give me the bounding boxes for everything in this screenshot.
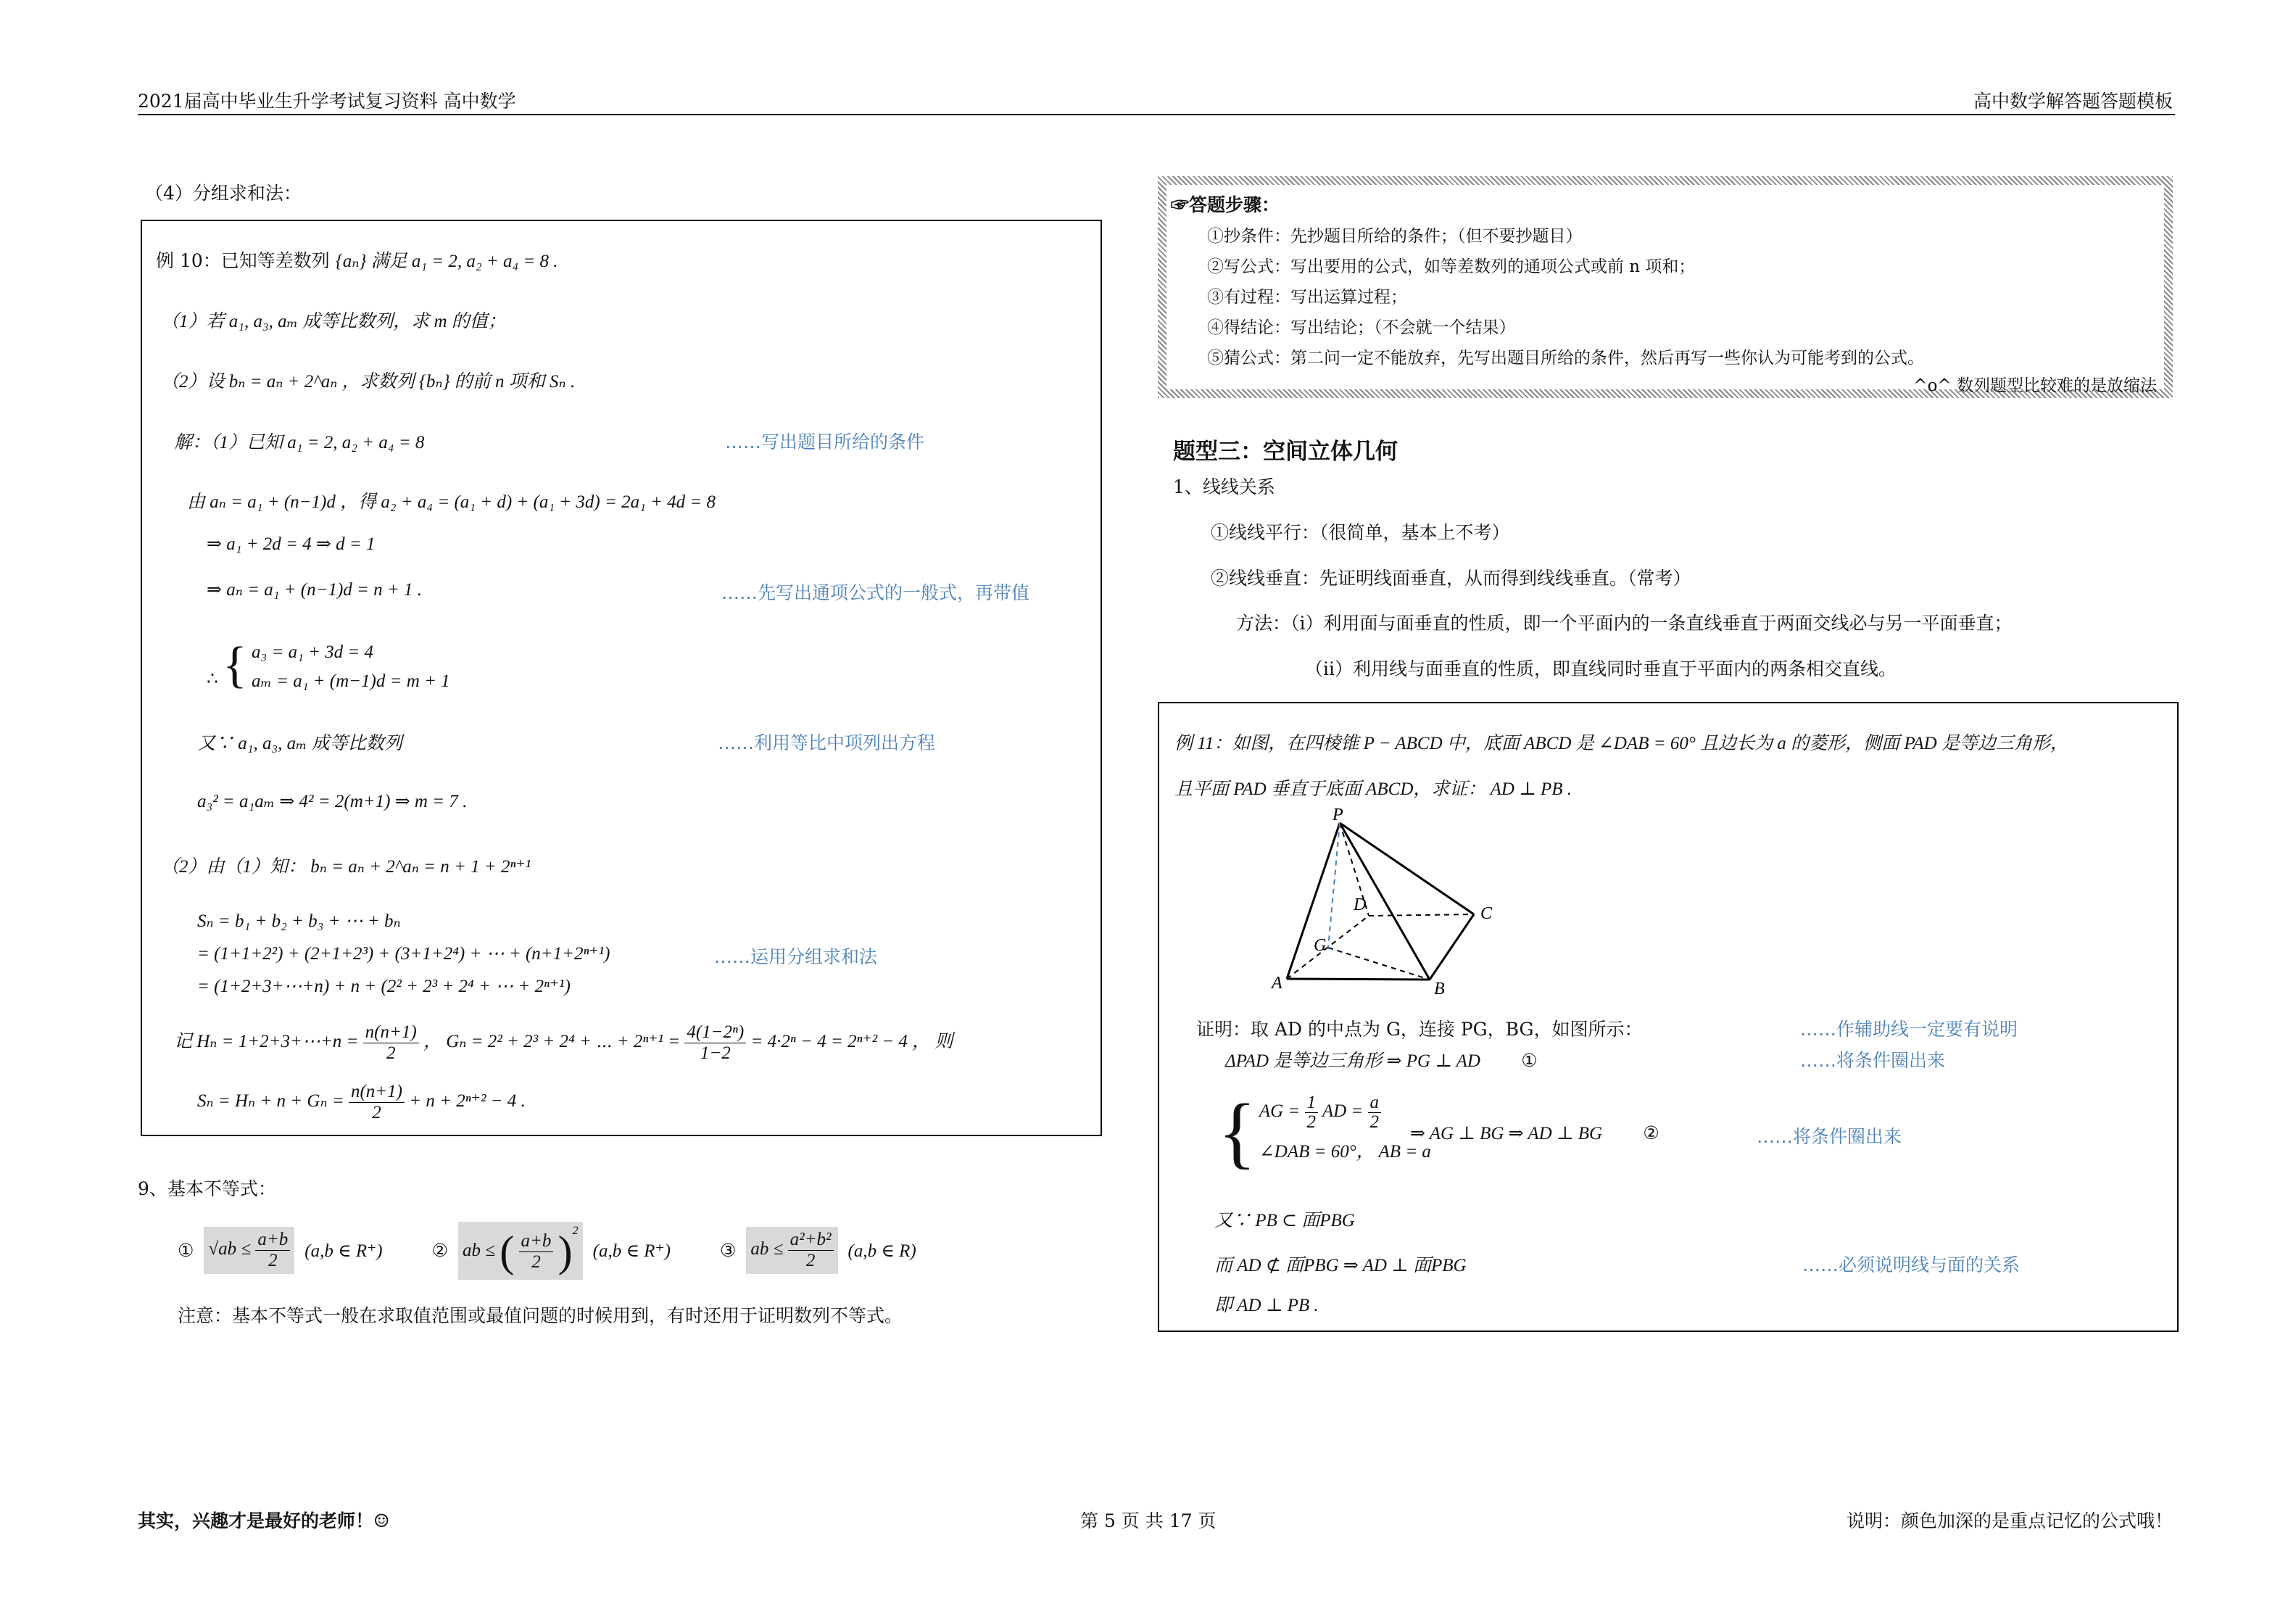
ineq-1-den: 2 <box>268 1251 278 1271</box>
ineq-2-den: 2 <box>531 1251 541 1272</box>
type3-method-2: （ii）利用线与面垂直的性质，即直线同时垂直于平面内的两条相交直线。 <box>1305 658 1897 679</box>
footer-page-number: 第 5 页 共 17 页 <box>1080 1510 1217 1531</box>
label-G: G <box>1314 936 1327 955</box>
ex11-note-4: ……必须说明线与面的关系 <box>1802 1254 2021 1275</box>
ex10-solution-11 <box>197 1082 526 1123</box>
label-C: C <box>1480 904 1493 923</box>
ex10-system <box>207 638 450 696</box>
ineq-1-num: a+b <box>255 1230 290 1251</box>
header-rule <box>138 114 2175 115</box>
ex11-note-1: ……作辅助线一定要有说明 <box>1800 1019 2018 1040</box>
label-P: P <box>1333 808 1343 824</box>
ex10-g-num: 4(1−2ⁿ) <box>684 1022 746 1043</box>
brace-icon: { <box>223 637 247 693</box>
step-item-1: ①抄条件：先抄题目所给的条件；（但不要抄题目） <box>1207 227 1583 246</box>
label-D: D <box>1354 895 1367 914</box>
step-item-4: ④得结论：写出结论；（不会就一个结果） <box>1207 318 1516 337</box>
ineq-3-fraction <box>788 1230 834 1271</box>
inequality-formulas <box>178 1222 916 1280</box>
therefore-symbol: ∴ <box>207 669 218 689</box>
ineq-1-lhs: √ab ≤ <box>208 1239 252 1259</box>
ex10-line1-cond: {aₙ} 满足 a₁ = 2, a₂ + a₄ = 8 . <box>335 252 558 271</box>
type3-point-1: ①线线平行：（很简单，基本上不考） <box>1211 522 1510 543</box>
ex10-h-den: 2 <box>386 1043 396 1063</box>
proof-system-line-a <box>1259 1091 1431 1132</box>
type3-method-1: 方法：（i）利用面与面垂直的性质，即一个平面内的一条直线垂直于两面交线必与另一平面垂直； <box>1236 613 2013 634</box>
footer-left: 其实，兴趣才是最好的老师！☺ <box>138 1510 390 1531</box>
ineq-2-marker: ② <box>431 1241 449 1261</box>
proof-line-4: 又∵ PB ⊂ 面PBG <box>1214 1211 1355 1230</box>
proof-half-num: 1 <box>1305 1093 1319 1113</box>
ex10-system-lines <box>252 638 450 696</box>
ex10-system-line-a: a₃ = a₁ + 3d = 4 <box>252 642 374 662</box>
ex10-line1-prefix: 例 10：已知等差数列 <box>156 250 330 271</box>
proof-a-half-fraction <box>1368 1093 1382 1132</box>
ineq-3-cond: (a,b ∈ R) <box>847 1241 916 1261</box>
ex10-note-1: ……写出题目所给的条件 <box>725 431 925 452</box>
answer-steps-inner <box>1166 185 2164 395</box>
label-B: B <box>1434 980 1445 997</box>
ex10-solution-2: 由 aₙ = a₁ + (n−1)d ，得 a₂ + a₄ = (a₁ + d) + (a₁ + 3d) = 2a₁ + 4d = 8 <box>187 492 716 512</box>
ineq-3-formula <box>746 1227 837 1274</box>
ineq-1-marker: ① <box>178 1241 194 1261</box>
proof-ag-prefix: AG = <box>1259 1101 1301 1121</box>
ex10-s-den: 2 <box>372 1103 381 1122</box>
ineq-2-cond: (a,b ∈ R⁺) <box>592 1241 671 1261</box>
step-item-5: ⑤猜公式：第二问一定不能放弃，先写出题目所给的条件，然后再写一些你认为可能考到的公式。 <box>1207 349 1924 368</box>
ineq-3-den: 2 <box>805 1251 816 1271</box>
ex10-s-suffix: + n + 2ⁿ⁺² − 4 . <box>409 1091 526 1112</box>
ineq-1-formula <box>204 1227 294 1274</box>
ex10-s-fraction <box>349 1082 405 1123</box>
ex11-note-2: ……将条件圈出来 <box>1800 1050 1946 1071</box>
header-left: 2021届高中毕业生升学考试复习资料 高中数学 <box>138 91 516 112</box>
header-right: 高中数学解答题答题模板 <box>1973 91 2173 112</box>
pyramid-figure <box>1261 808 1515 997</box>
inequality-note: 注意：基本不等式一般在求取值范围或最值问题的时候用到，有时还用于证明数列不等式。 <box>178 1305 903 1326</box>
proof-brace-icon: { <box>1218 1088 1256 1176</box>
ineq-2-lhs: ab ≤ <box>463 1241 496 1260</box>
ex10-solution-6: 又∵ a₁, a₃, aₘ 成等比数列 <box>197 734 402 753</box>
ex10-h-prefix: 记 Hₙ = 1+2+3+⋯+n = <box>174 1032 359 1052</box>
answer-steps-box <box>1158 176 2173 398</box>
ineq-3-marker: ③ <box>720 1241 737 1261</box>
ineq-2-formula <box>458 1222 583 1280</box>
ex10-system-line-b: aₘ = a₁ + (m−1)d = m + 1 <box>252 671 450 691</box>
ex10-question-2: （2）设 bₙ = aₙ + 2^aₙ ，求数列 {bₙ} 的前 n 项和 Sₙ . <box>161 372 576 392</box>
proof-system-lines <box>1259 1091 1431 1172</box>
ex10-s-prefix: Sₙ = Hₙ + n + Gₙ = <box>197 1091 344 1112</box>
steps-tip: ^o^ 数列题型比较难的是放缩法 <box>1913 376 2157 395</box>
type3-sub1: 1、线线关系 <box>1173 476 1275 497</box>
ex11-line1: 例 11：如图，在四棱锥 P − ABCD 中，底面 ABCD 是 ∠DAB = 60° 且边长为 a 的菱形，侧面 PAD 是等边三角形， <box>1174 734 2068 753</box>
ex10-solution-7: a₃² = a₁aₘ ⇒ 4² = 2(m+1) ⇒ m = 7 . <box>197 792 468 811</box>
right-paren-icon: ) <box>558 1227 573 1275</box>
ex10-g-fraction <box>684 1022 746 1064</box>
proof-line-2 <box>1225 1046 1538 1072</box>
ex10-solution-10 <box>174 1022 953 1064</box>
proof-line-5: 而 AD ⊄ 面PBG ⇒ AD ⊥ 面PBG <box>1214 1256 1467 1275</box>
step-item-2: ②写公式：写出要用的公式，如等差数列的通项公式或前 n 项和； <box>1207 257 1696 276</box>
proof-line-1: 证明：取 AD 的中点为 G，连接 PG，BG，如图所示： <box>1196 1019 1643 1040</box>
ex10-g-den: 1−2 <box>700 1043 731 1063</box>
ineq-3-lhs: ab ≤ <box>750 1239 784 1259</box>
ineq-1-cond: (a,b ∈ R⁺) <box>304 1241 383 1261</box>
edge-AB <box>1287 979 1430 980</box>
inequality-title: 9、基本不等式： <box>138 1178 276 1199</box>
proof-half-fraction <box>1305 1093 1319 1132</box>
type3-title: 题型三：空间立体几何 <box>1173 439 1398 465</box>
ex11-note-3: ……将条件圈出来 <box>1757 1126 1902 1147</box>
edge-DC <box>1369 914 1474 916</box>
ex10-solution-1: 解：（1）已知 a₁ = 2, a₂ + a₄ = 8 <box>174 433 425 452</box>
edge-BC <box>1430 914 1474 980</box>
ex10-sum-line-c: = (1+2+3+⋯+n) + n + (2² + 2³ + 2⁴ + ⋯ + 2ⁿ⁺¹) <box>197 977 571 996</box>
proof-ag-mid: AD = <box>1322 1101 1364 1121</box>
ex10-question-1: （1）若 a₁, a₃, aₘ 成等比数列，求 m 的值； <box>161 312 506 331</box>
proof-mark-2: ② <box>1643 1124 1659 1143</box>
proof-line-2-text: ΔPAD 是等边三角形 ⇒ PG ⊥ AD <box>1225 1051 1480 1071</box>
ex10-sum-line-a: Sₙ = b₁ + b₂ + b₃ + ⋯ + bₙ <box>197 911 401 931</box>
proof-result-text: ⇒ AG ⊥ BG ⇒ AD ⊥ BG <box>1410 1124 1603 1143</box>
ex10-s-num: n(n+1) <box>349 1082 405 1103</box>
ex10-solution-3: ⇒ a₁ + 2d = 4 ⇒ d = 1 <box>207 534 376 554</box>
ex10-note-2: ……先写出通项公式的一般式，再带值 <box>721 582 1030 603</box>
proof-line-6: 即 AD ⊥ PB . <box>1214 1296 1319 1315</box>
ex10-g-mid: ， Gₙ = 2² + 2³ + 2⁴ + ⋯ + 2ⁿ⁺¹ = <box>423 1032 681 1052</box>
ex10-solution-8: （2）由（1）知： bₙ = aₙ + 2^aₙ = n + 1 + 2ⁿ⁺¹ <box>161 857 531 877</box>
section-title-grouped-sum: （4）分组求和法： <box>145 183 302 204</box>
ineq-2-fraction <box>519 1231 554 1273</box>
left-paren-icon: ( <box>500 1227 515 1275</box>
ex10-line1 <box>156 247 558 273</box>
ineq-2-num: a+b <box>519 1231 554 1252</box>
label-A: A <box>1272 974 1282 993</box>
step-item-3: ③有过程：写出运算过程； <box>1207 288 1407 307</box>
ex10-note-4: ……运用分组求和法 <box>714 946 878 967</box>
steps-title: ☞答题步骤： <box>1171 194 1280 215</box>
ineq-1-fraction <box>255 1230 290 1271</box>
type3-point-2: ②线线垂直：先证明线面垂直，从而得到线线垂直。（常考） <box>1211 568 1691 589</box>
ineq-3-num: a²+b² <box>788 1230 834 1251</box>
proof-half-den: 2 <box>1306 1112 1317 1132</box>
ex11-line2: 且平面 PAD 垂直于底面 ABCD，求证： AD ⊥ PB . <box>1174 779 1572 799</box>
ex10-g-suffix: = 4·2ⁿ − 4 = 2ⁿ⁺² − 4 ， 则 <box>750 1032 953 1052</box>
proof-system-line-b: ∠DAB = 60°， AB = a <box>1259 1142 1431 1162</box>
proof-system <box>1218 1088 1431 1176</box>
ex10-solution-4: ⇒ aₙ = a₁ + (n−1)d = n + 1 . <box>207 580 423 600</box>
square-exponent: 2 <box>572 1225 579 1237</box>
ex10-h-fraction <box>363 1022 419 1064</box>
footer-right: 说明：颜色加深的是重点记忆的公式哦！ <box>1846 1510 2173 1531</box>
proof-a-num: a <box>1368 1093 1382 1113</box>
proof-mark-1: ① <box>1521 1051 1538 1071</box>
ex10-sum-line-b: = (1+1+2²) + (2+1+2³) + (3+1+2⁴) + ⋯ + (n+1+2ⁿ⁺¹) <box>197 944 610 964</box>
proof-a-den: 2 <box>1369 1112 1380 1132</box>
proof-system-result <box>1410 1122 1659 1144</box>
steps-list <box>1207 221 1924 373</box>
ex10-h-num: n(n+1) <box>363 1022 419 1043</box>
ex10-note-3: ……利用等比中项列出方程 <box>718 732 936 753</box>
